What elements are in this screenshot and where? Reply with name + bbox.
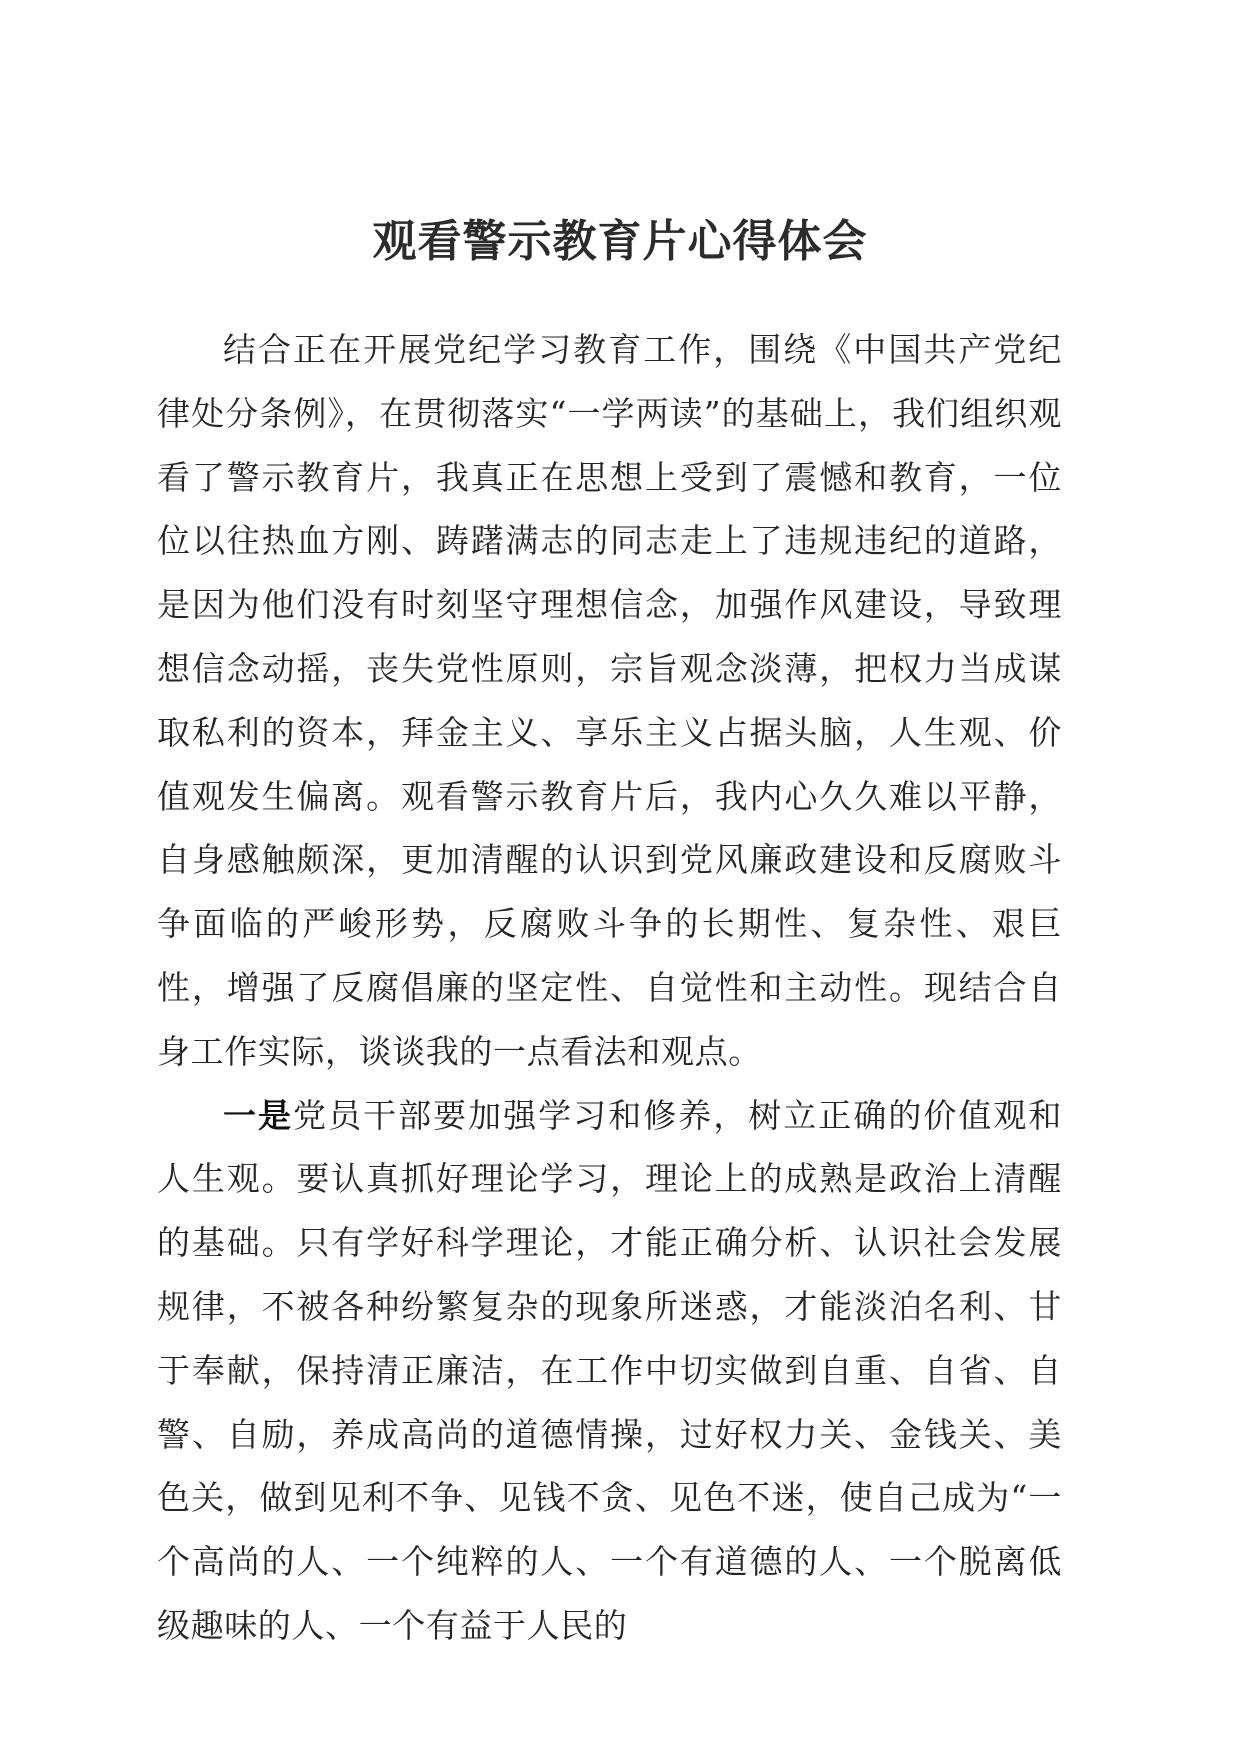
- document-body: [157, 318, 1062, 1658]
- paragraph-point-one-text: 党员干部要加强学习和修养，树立正确的价值观和人生观。要认真抓好理论学习，理论上的成熟是政治上清醒的基础。只有学好科学理论，才能正确分析、认识社会发展规律，不被各种纷繁复杂的现象所迷惑，才能淡泊名利、甘于奉献，保持清正廉洁，在工作中切实做到自重、自省、自警、自励，养成高尚的道德情操，过好权力关、金钱关、美色关，做到见利不争、见钱不贪、见色不迷，使自己成为“一个高尚的人、一个纯粹的人、一个有道德的人、一个脱离低级趣味的人、一个有益于人民的: [157, 1095, 1063, 1645]
- document-title: 观看警示教育片心得体会: [372, 216, 868, 267]
- paragraph-intro: [157, 318, 1062, 1084]
- paragraph-point-one-lead: 一是: [223, 1095, 294, 1135]
- paragraph-point-one: [157, 1084, 1062, 1658]
- paragraph-intro-text: 结合正在开展党纪学习教育工作，围绕《中国共产党纪律处分条例》，在贯彻落实“一学两读”的基础上，我们组织观看了警示教育片，我真正在思想上受到了震憾和教育，一位位以往热血方刚、踌躇满志的同志走上了违规违纪的道路，是因为他们没有时刻坚守理想信念，加强作风建设，导致理想信念动摇，丧失党性原则，宗旨观念淡薄，把权力当成谋取私利的资本，拜金主义、享乐主义占据头脑，人生观、价值观发生偏离。观看警示教育片后，我内心久久难以平静，自身感触颇深，更加清醒的认识到党风廉政建设和反腐败斗争面临的严峻形势，反腐败斗争的长期性、复杂性、艰巨性，增强了反腐倡廉的坚定性、自觉性和主动性。现结合自身工作实际，谈谈我的一点看法和观点。: [157, 330, 1062, 1071]
